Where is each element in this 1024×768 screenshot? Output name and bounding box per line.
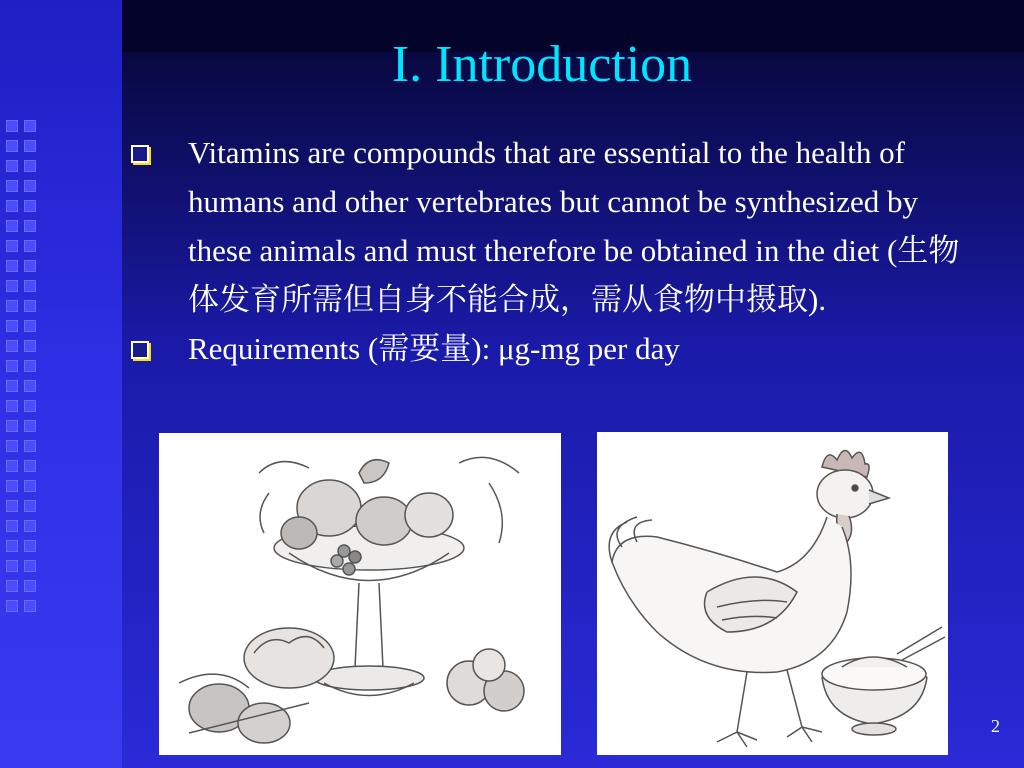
bullet-text: Requirements (需要量): μg-mg per day	[188, 331, 680, 366]
bullet-item	[128, 324, 978, 373]
fruit-bowl-image	[159, 433, 561, 755]
chicken-image	[597, 432, 948, 755]
decorative-squares	[6, 120, 42, 620]
checkbox-bullet-icon	[128, 128, 188, 324]
slide-title: I. Introduction	[391, 36, 693, 93]
checkbox-bullet-icon	[128, 324, 188, 373]
left-decor-strip	[0, 0, 122, 768]
bullet-item	[128, 128, 978, 324]
bullet-text: Vitamins are compounds that are essential to the health of humans and other vertebrates but cannot be synthesized by these animals and must therefore be obtained in the diet (生物体发育所需但自身不能合成，需从食物中摄取).	[188, 135, 960, 317]
bullet-list	[128, 128, 978, 373]
chicken-sketch-icon	[597, 432, 948, 755]
fruit-bowl-sketch-icon	[159, 433, 561, 755]
page-number: 2	[991, 716, 1000, 736]
